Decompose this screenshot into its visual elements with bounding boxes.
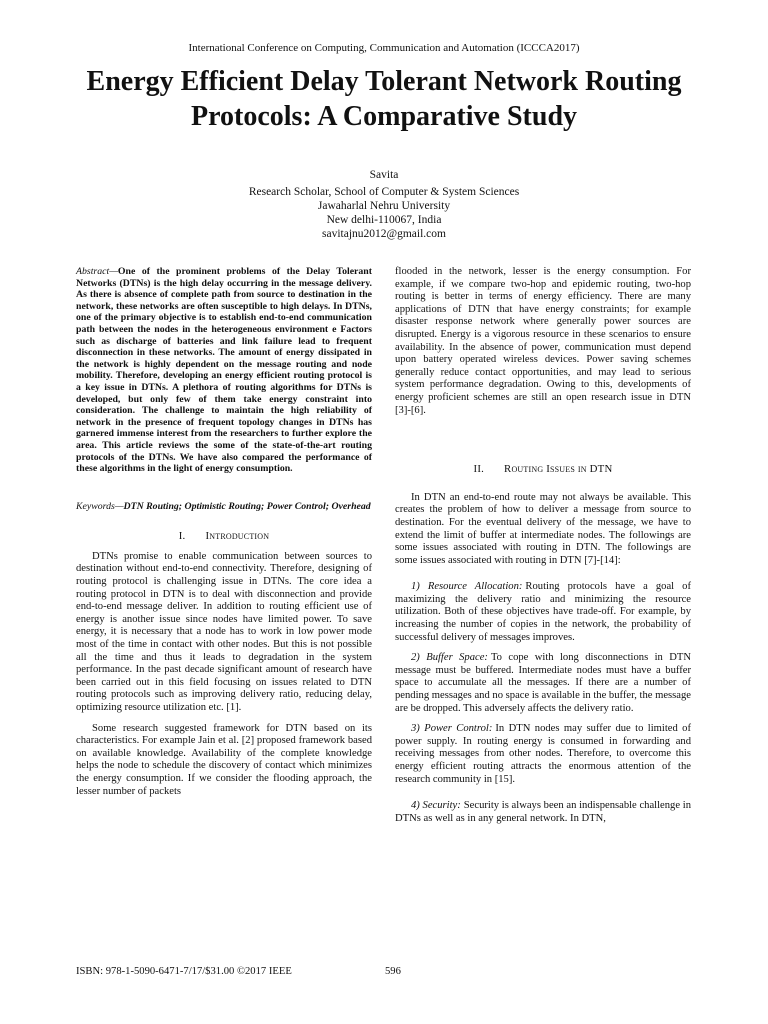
section-number: II. [473, 463, 485, 476]
routing-issues-intro: In DTN an end-to-end route may not always be available. This creates the problem of how to deliver a message from source to destination. For the eventual delivery of the message, we have to extend the limit of buffer at intermediate nodes. The followings are some issues associated with routing in DTN. The followings are some issues associated with routing in DTN [7]-[14]: [395, 491, 691, 566]
intro-paragraph-2: Some research suggested framework for DTN based on its characteristics. For example Jain et al. [2] proposed framework based on available knowledge. Availability of the complete knowledge helps the node to schedule the discovery of contact which minimizes the energy consumption. If we consider the flooding approach, the lesser number of packets [76, 722, 372, 797]
issue-power-control [395, 723, 691, 786]
abstract-text: One of the prominent problems of the Delay Tolerant Networks (DTNs) is the high delay occurring in the message delivery. As there is absence of complete path from source to destination in the network, these networks are often susceptible to high delays. In DTNs, one of the primary objective is to establish end-to-end communication path between the nodes in the heterogeneous environment e Factors such as discharge of batteries and link failure lead to frequent disconnection in these networks. The amount of energy dissipated in the network is highly dependent on the message routing and node mobility. Therefore, developing an energy efficient routing protocol is a key issue in DTNs. A plethora of routing algorithms for DTNs is developed, but only few of them take energy constraint into consideration. The challenge to maintain the high reliability of network in the presence of frequent topology changes in DTNs has garnered immense interest from the researchers to further explore the area. This article reviews the some of the state-of-the-art routing protocols of the DTNs. We have also compared the performance of these algorithms in the light of energy consumption. [76, 266, 372, 475]
page-number: 596 [385, 966, 401, 977]
issue-text: Routing protocols have a goal of maximizing the delivery ratio and minimizing the resource utilization. Both of these objectives have trade-off. For example, by increasing the number of copies in the network, the probability of successful delivery of messages improves. [395, 581, 691, 643]
abstract-lead: Abstract— [76, 266, 118, 277]
section-heading-introduction [76, 530, 372, 543]
issue-label: 1) Resource Allocation: [411, 581, 523, 593]
issue-buffer-space [395, 652, 691, 715]
issue-label: 2) Buffer Space: [411, 652, 488, 664]
issue-security [395, 800, 691, 825]
keywords-text: DTN Routing; Optimistic Routing; Power Control; Overhead [123, 500, 371, 512]
keywords [76, 501, 372, 513]
author-affiliation-university: Jawaharlal Nehru University [317, 200, 451, 212]
issue-text: Security is always been an indispensable challenge in DTNs as well as in any general network. In DTN, [395, 800, 691, 824]
author-email: savitajnu2012@gmail.com [322, 228, 446, 240]
continuation-paragraph: flooded in the network, lesser is the energy consumption. For example, if we compare two-hop and epidemic routing, two-hop routing is better in terms of energy efficiency. There are many applications of DTN that have energy constraints; for example disaster response network where generally power sources are disrupted. Energy is a vigorous resource in these scenarios to ensure availability. In the absence of power, communication must depend upon battery operated wireless devices. Power saving schemes generally reduce contact opportunities, and may lead to serious system performance degradation. Owing to this, developments of energy proficient schemes are still an open research issue in DTN [3]-[6]. [395, 266, 691, 416]
issue-resource-allocation [395, 581, 691, 644]
author-name: Savita [369, 169, 399, 181]
intro-paragraph-1: DTNs promise to enable communication between sources to destination without end-to-end connectivity. Therefore, designing of routing protocol is challenging issue in DTNs. The core idea a routing protocol in DTN is to deal with disconnection and provide end-to-end message deliver. In addition to routing efficient use of energy is another issue since nodes have limited power. To save energy, it is necessary that a node has to work in low power mode most of the time in contact with other nodes. But this is not possible all the time and thus it leads to degradation in the system performance. In the past decade significant amount of research have been carried out in this field focusing on issues related to DTN routing protocols such as improving delivery ratio, reducing delay, optimizing resource utilization etc. [1]. [76, 550, 372, 713]
section-heading-routing-issues [395, 463, 691, 476]
right-column [395, 266, 691, 833]
issue-text: In DTN nodes may suffer due to limited of power supply. In routing energy is consumed in forwarding and receiving messages from other nodes. Therefore, to overcome this energy efficient routing attracts the enormous attention of the research community in [15]. [395, 723, 692, 785]
author-affiliation-school: Research Scholar, School of Computer & System Sciences [248, 186, 520, 198]
section-title: Routing Issues in DTN [504, 463, 613, 476]
conference-header: International Conference on Computing, Communication and Automation (ICCCA2017) [188, 42, 580, 54]
issue-label: 3) Power Control: [411, 723, 493, 735]
paper-title: Energy Efficient Delay Tolerant Network Routing Protocols: A Comparative Study [86, 66, 682, 132]
author-affiliation-location: New delhi-110067, India [326, 214, 442, 226]
left-column [76, 266, 372, 806]
section-title: Introduction [205, 530, 270, 543]
author-block [0, 168, 768, 241]
issue-label: 4) Security: [411, 800, 461, 812]
abstract [76, 266, 372, 475]
footer-isbn: ISBN: 978-1-5090-6471-7/17/$31.00 ©2017 IEEE [76, 966, 292, 977]
issue-text: To cope with long disconnections in DTN message must be buffered. Intermediate nodes must have a buffer space to accumulate all the messages. If there are a number of pending messages and no space is available in the buffer, the message are be dropped. This adversely affects the delivery ratio. [395, 652, 691, 714]
keywords-lead: Keywords— [76, 500, 124, 512]
section-number: I. [178, 530, 186, 543]
